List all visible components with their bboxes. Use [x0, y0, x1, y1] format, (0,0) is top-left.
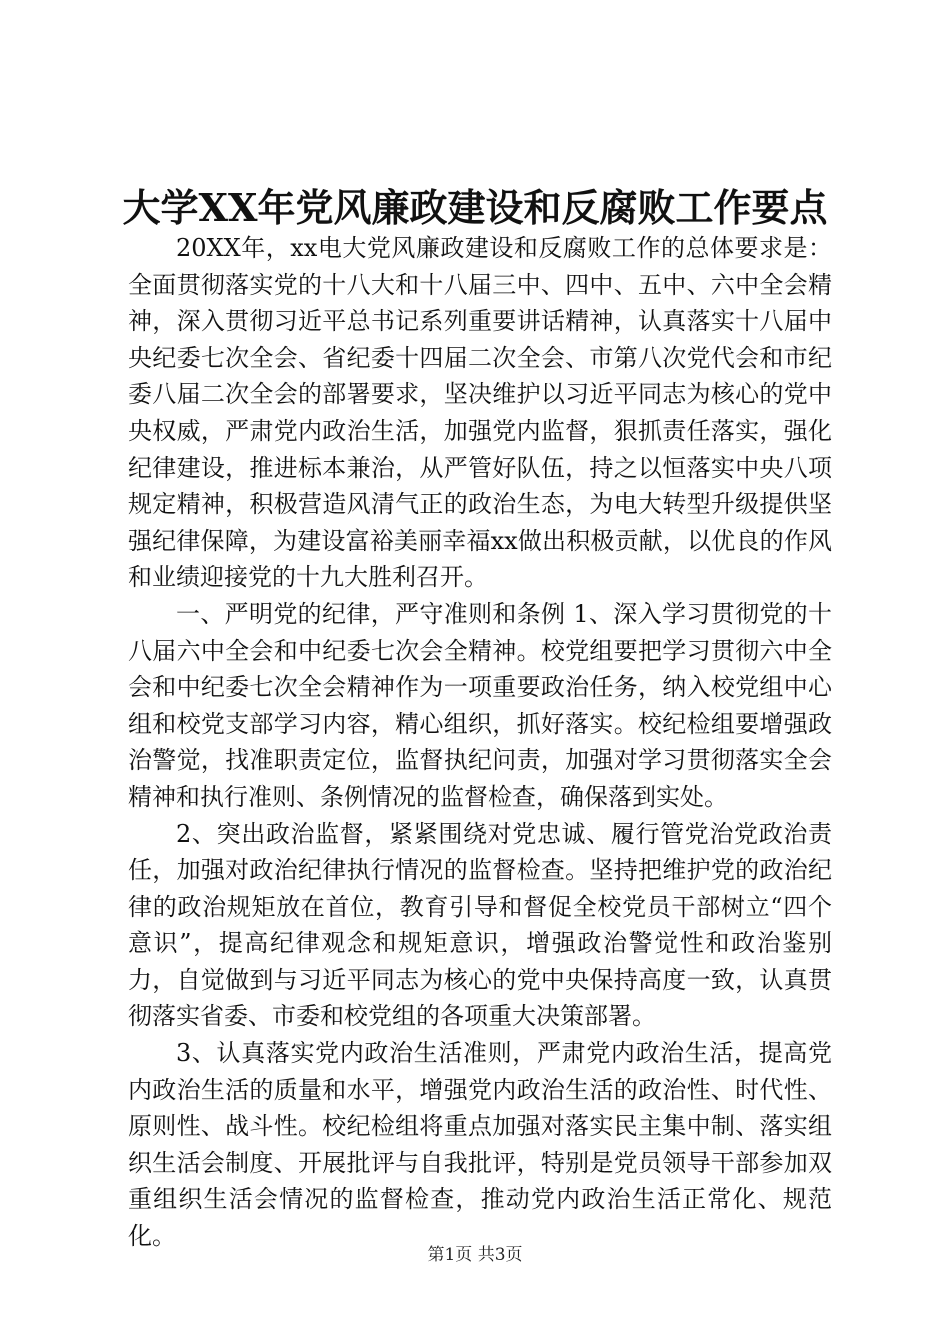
paragraph-item-3: 3、认真落实党内政治生活准则，严肃党内政治生活，提高党内政治生活的质量和水平，增强党内政治生活的政治性、时代性、原则性、战斗性。校纪检组将重点加强对落实民主集中制、落实组织生活会制度、开展批评与自我批评，特别是党员领导干部参加双重组织生活会情况的监督检查，推动党内政治生活正常化、规范化。 [128, 1039, 832, 1251]
paragraph-intro: 20XX年，xx电大党风廉政建设和反腐败工作的总体要求是：全面贯彻落实党的十八大和十八届三中、四中、五中、六中全会精神，深入贯彻习近平总书记系列重要讲话精神，认真落实十八届中央纪委七次全会、省纪委十四届二次全会、市第八次党代会和市纪委八届二次全会的部署要求，坚决维护以习近平同志为核心的党中央权威，严肃党内政治生活，加强党内监督，狠抓责任落实，强化纪律建设，推进标本兼治，从严管好队伍，持之以恒落实中央八项规定精神，积极营造风清气正的政治生态，为电大转型升级提供坚强纪律保障，为建设富裕美丽幸福xx做出积极贡献，以优良的作风和业绩迎接党的十九大胜利召开。 [128, 234, 832, 592]
document-title: 大学XX年党风廉政建设和反腐败工作要点 [122, 185, 828, 230]
document-body [128, 230, 832, 1255]
paragraph-item-2: 2、突出政治监督，紧紧围绕对党忠诚、履行管党治党政治责任，加强对政治纪律执行情况的监督检查。坚持把维护党的政治纪律的政治规矩放在首位，教育引导和督促全校党员干部树立“四个意识”，提高纪律观念和规矩意识，增强政治警觉性和政治鉴别力，自觉做到与习近平同志为核心的党中央保持高度一致，认真贯彻落实省委、市委和校党组的各项重大决策部署。 [128, 819, 832, 1031]
paragraph-section-1: 一、严明党的纪律，严守准则和条例 1、深入学习贯彻党的十八届六中全会和中纪委七次会全精神。校党组要把学习贯彻六中全会和中纪委七次全会精神作为一项重要政治任务，纳入校党组中心组和校党支部学习内容，精心组织，抓好落实。校纪检组要增强政治警觉，找准职责定位，监督执纪问责，加强对学习贯彻落实全会精神和执行准则、条例情况的监督检查，确保落到实处。 [128, 599, 832, 811]
page-number-footer: 第1页 共3页 [427, 1245, 523, 1265]
